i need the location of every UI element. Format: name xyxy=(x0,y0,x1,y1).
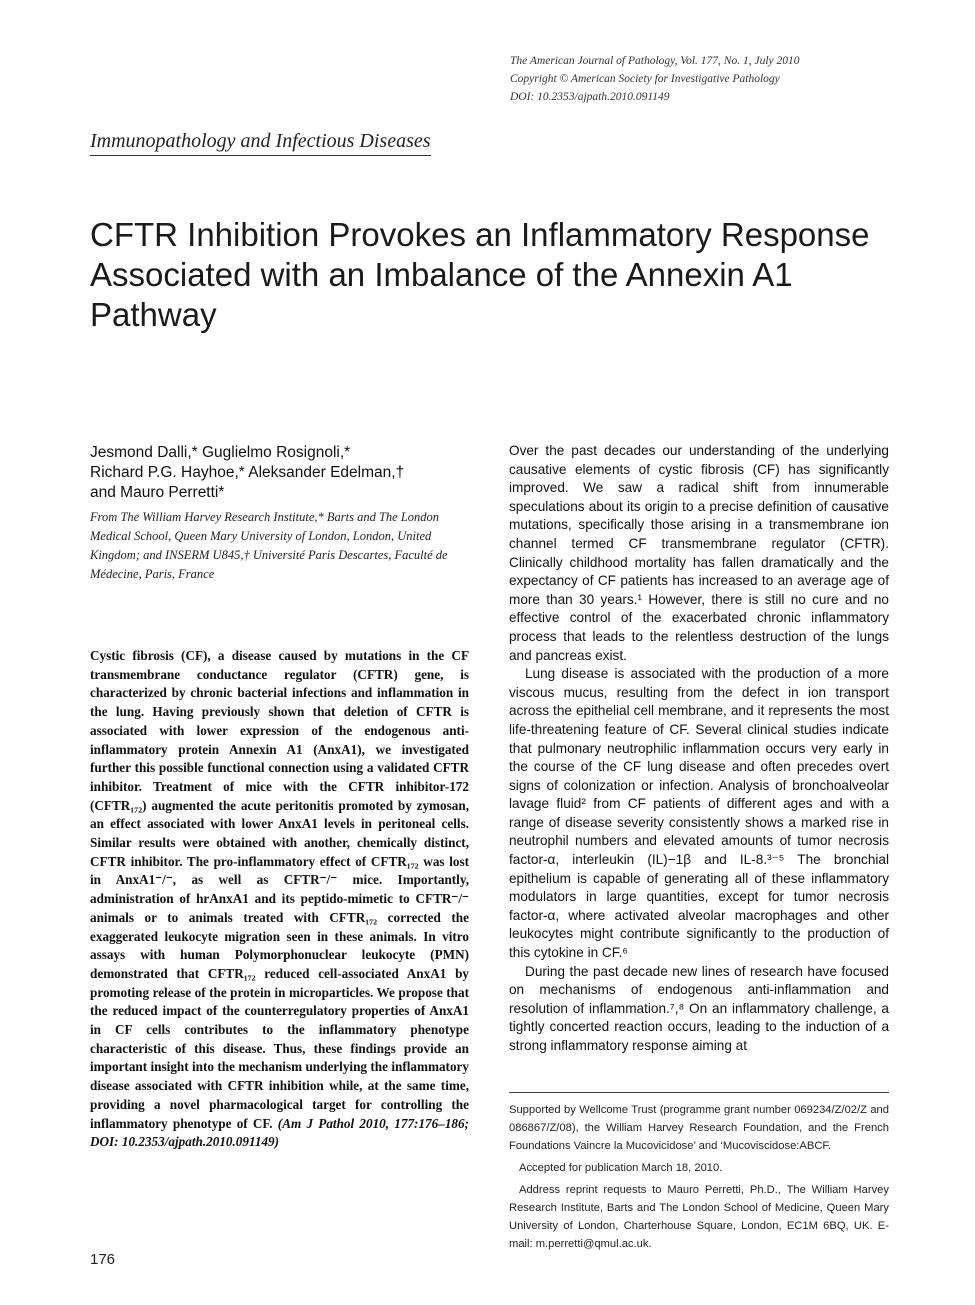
abstract-text: Cystic fibrosis (CF), a disease caused by mutations in the CF transmembrane conductance regulator (CFTR) gene, is characterized by chronic bacterial infections and inflammation in the lung. Having previously shown that deletion of CFTR is associated with lower expression of the endogenous anti-inflammatory protein Annexin A1 (AnxA1), we investigated further this possible functional connection using a validated CFTR inhibitor. Treatment of mice with the CFTR inhibitor-172 (CFTR₁₇₂) augmented the acute peritonitis promoted by zymosan, an effect associated with lower AnxA1 levels in peritoneal cells. Similar results were obtained with another, chemically distinct, CFTR inhibitor. The pro-inflammatory effect of CFTR₁₇₂ was lost in AnxA1⁻/⁻, as well as CFTR⁻/⁻ mice. Importantly, administration of hrAnxA1 and its peptido-mimetic to CFTR⁻/⁻ animals or to animals treated with CFTR₁₇₂ corrected the exaggerated leukocyte migration seen in these animals. In vitro assays with human Polymorphonuclear leukocyte (PMN) demonstrated that CFTR₁₇₂ reduced cell-associated AnxA1 by promoting release of the protein in microparticles. We propose that the reduced impact of the counterregulatory properties of AnxA1 in CF cells contributes to the inflammatory phenotype characteristic of this disease. Thus, these findings provide an important insight into the mechanism underlying the inflammatory disease associated with CFTR inhibition while, at the same time, providing a novel pharmacological target for controlling the inflammatory phenotype of CF. xyxy=(90,648,469,1131)
journal-header xyxy=(510,52,800,106)
author-line: Jesmond Dalli,* Guglielmo Rosignoli,* xyxy=(90,444,351,461)
journal-citation: The American Journal of Pathology, Vol. 177, No. 1, July 2010 xyxy=(510,55,800,67)
abstract-citation: (Am J Pathol 2010, 177:176–186; DOI: 10.2353/ajpath.2010.091149) xyxy=(90,1115,470,1150)
article-title: CFTR Inhibition Provokes an Inflammatory Response Associated with an Imbalance of the Annexin A1 Pathway xyxy=(90,216,870,333)
footnotes xyxy=(509,1101,889,1257)
abstract xyxy=(90,647,469,1152)
author-line: Richard P.G. Hayhoe,* Aleksander Edelman,† xyxy=(90,464,405,481)
body-column xyxy=(509,442,889,1056)
journal-doi: DOI: 10.2353/ajpath.2010.091149 xyxy=(510,91,670,103)
footnote-divider xyxy=(509,1092,889,1093)
reprint-address: Address reprint requests to Mauro Perretti, Ph.D., The William Harvey Research Institute, Barts and The London School of Medicine, Queen Mary University of London, Charterhouse Square, London, EC1M 6BQ, UK. E-mail: m.perretti@qmul.ac.uk. xyxy=(509,1184,889,1250)
accepted-note: Accepted for publication March 18, 2010. xyxy=(519,1162,723,1174)
author-line: and Mauro Perretti* xyxy=(90,484,225,501)
body-paragraph: Lung disease is associated with the production of a more viscous mucus, resulting from the defect in ion transport across the epithelial cell membrane, and it represents the most life-threatening feature of CF. Several clinical studies indicate that pulmonary neutrophilic inflammation occurs very early in the course of the CF lung disease and often precedes overt signs of colonization or infection. Analysis of bronchoalveolar lavage fluid² from CF patients of different ages and with a range of disease severity consistently shows a marked rise in neutrophil numbers and elevated amounts of tumor necrosis factor-α, interleukin (IL)−1β and IL-8.³⁻⁵ The bronchial epithelium is capable of generating all of these inflammatory modulators in large quantities, except for tumor necrosis factor-α, where activated alveolar macrophages and other leukocytes might contribute significantly to the production of this cytokine in CF.⁶ xyxy=(509,666,889,961)
affiliation: From The William Harvey Research Institute,* Barts and The London Medical School, Queen Mary University of London, London, United Kingdom; and INSERM U845,† Université Paris Descartes, Faculté de Médecine, Paris, France xyxy=(90,510,448,581)
section-heading: Immunopathology and Infectious Diseases xyxy=(90,130,431,156)
author-list xyxy=(90,443,480,503)
page-number: 176 xyxy=(90,1251,116,1268)
funding-note: Supported by Wellcome Trust (programme grant number 069234/Z/02/Z and 086867/Z/08), the William Harvey Research Foundation, and the French Foundations Vaincre la Mucovicidose’ and ‘Mucoviscidose:ABCF. xyxy=(509,1104,889,1152)
journal-copyright: Copyright © American Society for Investigative Pathology xyxy=(510,73,780,85)
body-paragraph: Over the past decades our understanding of the underlying causative elements of cystic fibrosis (CF) has significantly improved. We saw a radical shift from innumerable speculations about its origin to a precise definition of causative mutations, specifically those arising in a transmembrane ion channel termed CF transmembrane regulator (CFTR). Clinically childhood mortality has fallen dramatically and the expectancy of CF patients has increased to an average age of more than 30 years.¹ However, there is still no cure and no effective control of the exacerbated chronic inflammatory process that leads to the relentless destruction of the lungs and pancreas exist. xyxy=(509,443,889,663)
body-paragraph: During the past decade new lines of research have focused on mechanisms of endogenous anti-inflammation and resolution of inflammation.⁷,⁸ On an inflammatory challenge, a tightly concerted reaction occurs, leading to the induction of a strong inflammatory response aiming at xyxy=(509,963,889,1053)
